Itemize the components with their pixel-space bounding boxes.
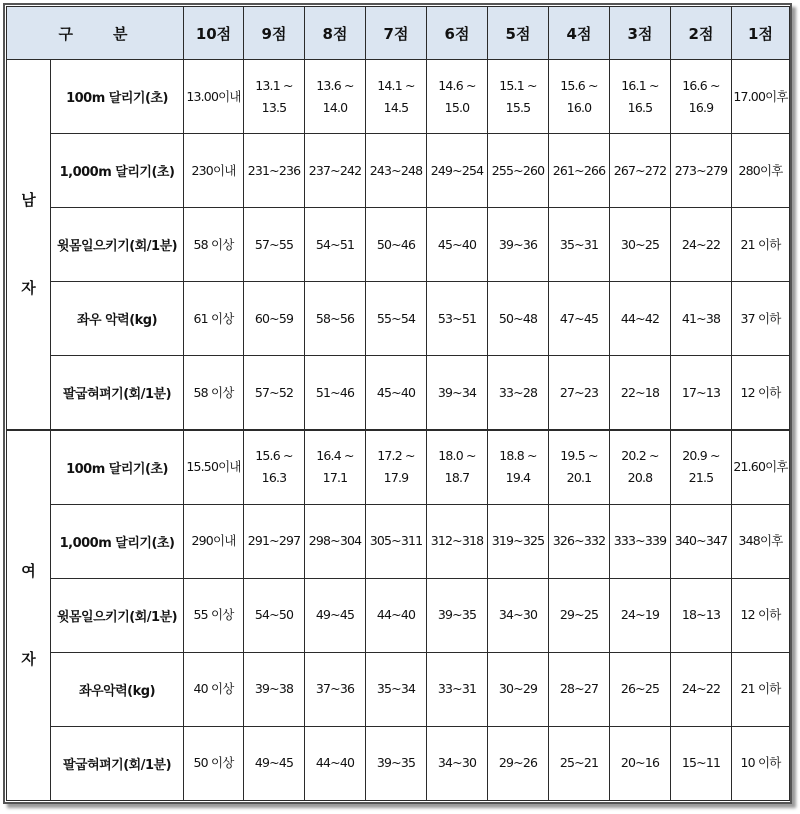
score-cell: 39~36 — [488, 208, 549, 282]
score-cell: 53~51 — [427, 282, 488, 356]
score-cell: 49~45 — [305, 578, 366, 652]
table-row — [7, 726, 790, 800]
score-cell: 15.1 ~ 15.5 — [488, 60, 549, 134]
score-cell: 21 이하 — [732, 652, 790, 726]
score-cell: 29~26 — [488, 726, 549, 800]
event-name: 윗몸일으키기(회/1분) — [51, 578, 184, 652]
category-header — [7, 7, 184, 60]
event-name: 1,000m 달리기(초) — [51, 134, 184, 208]
score-cell: 24~19 — [610, 578, 671, 652]
score-cell: 319~325 — [488, 504, 549, 578]
score-cell: 12 이하 — [732, 356, 790, 430]
score-cell: 13.6 ~ 14.0 — [305, 60, 366, 134]
grade-header: 5점 — [488, 7, 549, 60]
score-cell: 39~34 — [427, 356, 488, 430]
score-cell: 20~16 — [610, 726, 671, 800]
score-cell: 33~31 — [427, 652, 488, 726]
table-row — [7, 652, 790, 726]
grade-header: 10점 — [184, 7, 244, 60]
event-name: 좌우악력(kg) — [51, 652, 184, 726]
score-cell: 15.6 ~ 16.0 — [549, 60, 610, 134]
score-cell: 12 이하 — [732, 578, 790, 652]
score-cell: 61 이상 — [184, 282, 244, 356]
score-cell: 24~22 — [671, 208, 732, 282]
grade-header: 8점 — [305, 7, 366, 60]
score-cell: 58 이상 — [184, 356, 244, 430]
score-cell: 16.1 ~ 16.5 — [610, 60, 671, 134]
score-cell: 291~297 — [244, 504, 305, 578]
table-row — [7, 578, 790, 652]
event-name: 팔굽혀펴기(회/1분) — [51, 726, 184, 800]
gender-char: 남 — [21, 191, 36, 210]
score-cell: 243~248 — [366, 134, 427, 208]
score-cell: 39~38 — [244, 652, 305, 726]
score-cell: 10 이하 — [732, 726, 790, 800]
score-cell: 57~55 — [244, 208, 305, 282]
score-cell: 58~56 — [305, 282, 366, 356]
grade-header: 7점 — [366, 7, 427, 60]
score-table-body — [7, 60, 790, 801]
score-cell: 17.2 ~ 17.9 — [366, 430, 427, 504]
score-cell: 55 이상 — [184, 578, 244, 652]
score-cell: 20.9 ~ 21.5 — [671, 430, 732, 504]
grade-header: 1점 — [732, 7, 790, 60]
score-cell: 26~25 — [610, 652, 671, 726]
score-cell: 21 이하 — [732, 208, 790, 282]
score-cell: 261~266 — [549, 134, 610, 208]
event-name: 팔굽혀펴기(회/1분) — [51, 356, 184, 430]
score-cell: 57~52 — [244, 356, 305, 430]
table-row — [7, 60, 790, 134]
category-header-left: 구 — [58, 24, 77, 43]
score-cell: 39~35 — [366, 726, 427, 800]
score-cell: 15.6 ~ 16.3 — [244, 430, 305, 504]
score-cell: 348이후 — [732, 504, 790, 578]
score-cell: 25~21 — [549, 726, 610, 800]
gender-char: 자 — [21, 279, 36, 298]
score-cell: 21.60이후 — [732, 430, 790, 504]
score-cell: 280이후 — [732, 134, 790, 208]
score-cell: 44~40 — [305, 726, 366, 800]
gender-char: 여 — [21, 562, 36, 581]
table-row — [7, 208, 790, 282]
score-cell: 237~242 — [305, 134, 366, 208]
score-cell: 58 이상 — [184, 208, 244, 282]
score-cell: 326~332 — [549, 504, 610, 578]
score-cell: 18.0 ~ 18.7 — [427, 430, 488, 504]
score-cell: 41~38 — [671, 282, 732, 356]
table-row — [7, 282, 790, 356]
gender-char: 자 — [21, 650, 36, 669]
score-cell: 51~46 — [305, 356, 366, 430]
fitness-score-table — [6, 6, 790, 801]
score-cell: 267~272 — [610, 134, 671, 208]
grade-header: 9점 — [244, 7, 305, 60]
score-cell: 230이내 — [184, 134, 244, 208]
grade-header: 6점 — [427, 7, 488, 60]
score-cell: 54~50 — [244, 578, 305, 652]
score-cell: 16.6 ~ 16.9 — [671, 60, 732, 134]
score-cell: 55~54 — [366, 282, 427, 356]
score-cell: 305~311 — [366, 504, 427, 578]
score-cell: 34~30 — [427, 726, 488, 800]
score-cell: 312~318 — [427, 504, 488, 578]
score-cell: 47~45 — [549, 282, 610, 356]
score-table-frame — [3, 3, 792, 804]
score-cell: 14.1 ~ 14.5 — [366, 60, 427, 134]
score-cell: 17.00이후 — [732, 60, 790, 134]
event-name: 100m 달리기(초) — [51, 60, 184, 134]
table-row — [7, 134, 790, 208]
score-cell: 50~46 — [366, 208, 427, 282]
table-row — [7, 430, 790, 504]
score-cell: 29~25 — [549, 578, 610, 652]
grade-header: 4점 — [549, 7, 610, 60]
score-cell: 24~22 — [671, 652, 732, 726]
score-cell: 13.1 ~ 13.5 — [244, 60, 305, 134]
score-cell: 44~42 — [610, 282, 671, 356]
header-row — [7, 7, 790, 60]
score-cell: 37~36 — [305, 652, 366, 726]
score-cell: 13.00이내 — [184, 60, 244, 134]
score-cell: 18~13 — [671, 578, 732, 652]
score-cell: 231~236 — [244, 134, 305, 208]
score-cell: 45~40 — [366, 356, 427, 430]
score-cell: 49~45 — [244, 726, 305, 800]
gender-label — [7, 60, 51, 430]
score-cell: 37 이하 — [732, 282, 790, 356]
score-cell: 30~25 — [610, 208, 671, 282]
score-cell: 33~28 — [488, 356, 549, 430]
event-name: 1,000m 달리기(초) — [51, 504, 184, 578]
score-cell: 44~40 — [366, 578, 427, 652]
score-cell: 60~59 — [244, 282, 305, 356]
score-cell: 17~13 — [671, 356, 732, 430]
score-cell: 18.8 ~ 19.4 — [488, 430, 549, 504]
score-cell: 333~339 — [610, 504, 671, 578]
score-cell: 40 이상 — [184, 652, 244, 726]
score-cell: 340~347 — [671, 504, 732, 578]
score-cell: 28~27 — [549, 652, 610, 726]
score-cell: 22~18 — [610, 356, 671, 430]
score-cell: 39~35 — [427, 578, 488, 652]
score-cell: 50 이상 — [184, 726, 244, 800]
score-cell: 35~31 — [549, 208, 610, 282]
table-row — [7, 356, 790, 430]
table-row — [7, 504, 790, 578]
gender-label — [7, 430, 51, 801]
event-name: 100m 달리기(초) — [51, 430, 184, 504]
score-cell: 14.6 ~ 15.0 — [427, 60, 488, 134]
score-cell: 273~279 — [671, 134, 732, 208]
event-name: 좌우 악력(kg) — [51, 282, 184, 356]
score-cell: 298~304 — [305, 504, 366, 578]
score-cell: 35~34 — [366, 652, 427, 726]
grade-header: 3점 — [610, 7, 671, 60]
score-cell: 16.4 ~ 17.1 — [305, 430, 366, 504]
score-cell: 50~48 — [488, 282, 549, 356]
score-cell: 34~30 — [488, 578, 549, 652]
score-cell: 249~254 — [427, 134, 488, 208]
score-cell: 15.50이내 — [184, 430, 244, 504]
category-header-right: 분 — [113, 24, 132, 43]
score-cell: 54~51 — [305, 208, 366, 282]
score-cell: 45~40 — [427, 208, 488, 282]
score-cell: 255~260 — [488, 134, 549, 208]
score-cell: 27~23 — [549, 356, 610, 430]
score-cell: 19.5 ~ 20.1 — [549, 430, 610, 504]
score-cell: 15~11 — [671, 726, 732, 800]
score-cell: 20.2 ~ 20.8 — [610, 430, 671, 504]
grade-header: 2점 — [671, 7, 732, 60]
score-cell: 290이내 — [184, 504, 244, 578]
score-cell: 30~29 — [488, 652, 549, 726]
event-name: 윗몸일으키기(회/1분) — [51, 208, 184, 282]
